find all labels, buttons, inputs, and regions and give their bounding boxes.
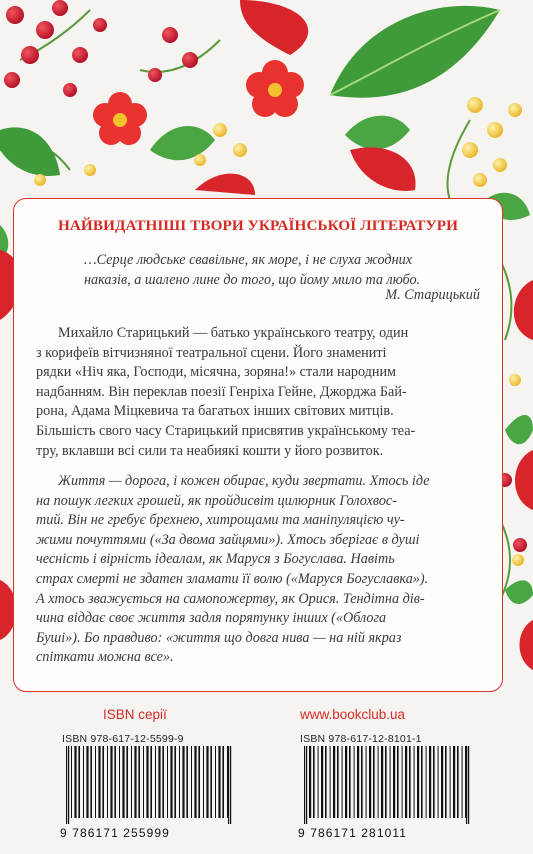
isbn-series-number: ISBN 978-617-12-5599-9 [62,733,184,745]
isbn-series-label: ISBN серії [103,707,167,722]
epigraph-line: …Серце людське свавільне, як море, і не слуха жодних [84,252,413,268]
bio-line: тру, вклавши всі сили та неабиякі кошти у його розвиток. [36,442,384,459]
plot-line: чесність і вірність ідеалам, як Маруся з Богуслава. Навіть [36,551,395,568]
isbn-book-number: ISBN 978-617-12-8101-1 [300,733,422,745]
epigraph-line: наказів, а шалено лине до того, що йому мило та любо. [84,271,421,288]
plot-line: А хтось зважується на самопожертву, як Орися. Тендітна дів- [36,590,425,607]
bio-line: Михайло Старицький — батько українського театру, один [58,325,409,341]
publisher-website: www.bookclub.ua [300,707,406,722]
epigraph [84,251,492,290]
plot-summary [36,472,492,668]
bio-line: Більшість свого часу Старицький присвятив українському теа- [36,422,416,439]
plot-line: спіткати можна все». [36,649,174,666]
barcode-book-digits: 9 786171 281011 [298,826,408,840]
bio-line: рона, Адама Міцкевича та багатьох інших світових митців. [36,403,394,420]
bio-line: надбанням. Він переклав поезії Генріха Гейне, Джорджа Бай- [36,383,407,400]
description-panel [13,198,503,692]
barcode-series [62,746,234,824]
plot-line: чина віддає своє життя задля порятунку інших («Облога [36,610,387,627]
author-bio [36,324,492,461]
epigraph-author: М. Старицький [385,287,480,303]
plot-line: Життя — дорога, і кожен обирає, куди звертати. Хтось іде [58,473,430,489]
plot-line: страх смерті не здатен зламати її волю («Маруся Богуславка»). [36,570,429,587]
plot-line: тий. Він не гребує брехнею, хитрощами та маніпуляцією чу- [36,512,405,529]
plot-line: Буші»). Бо правдиво: «життя що довга нива — на ній якраз [36,629,402,646]
plot-line: на пошук легких грошей, як пройдисвіт цилюрник Голохвос- [36,492,397,509]
barcode-series-digits: 9 786171 255999 [60,826,170,840]
barcode-book [300,746,472,824]
bio-line: з корифеїв вітчизняної театральної сцени. Його знамениті [36,344,387,361]
series-title: НАЙВИДАТНІШІ ТВОРИ УКРАЇНСЬКОЇ ЛІТЕРАТУРИ [57,217,459,234]
bio-line: рядки «Ніч яка, Господи, місячна, зоряна!» стали народним [36,364,397,381]
plot-line: жими почуттями («За двома зайцями»). Хтось зберігає в душі [36,531,420,548]
